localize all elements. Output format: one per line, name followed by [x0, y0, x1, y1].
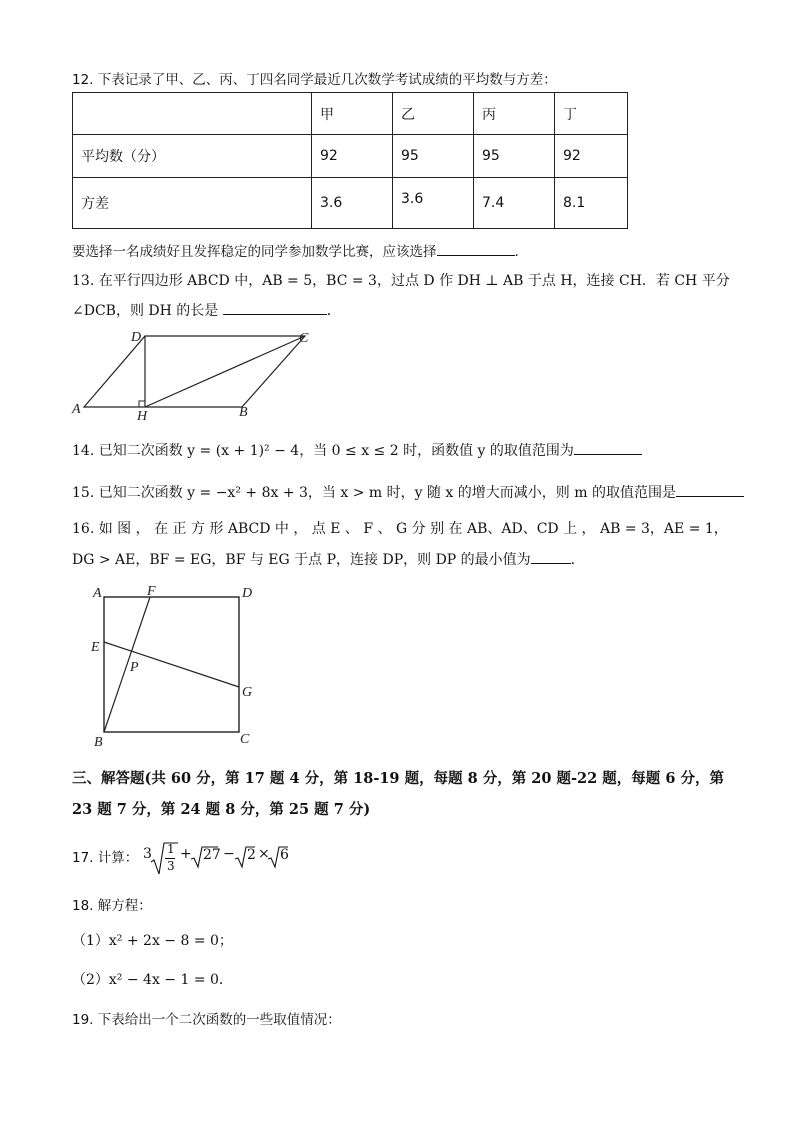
table-header-cell: 丁 — [555, 93, 628, 135]
section-heading: 三、解答题(共 60 分，第 17 题 4 分，第 18-19 题，每题 8 分，第 20 题-22 题，每题 6 分，第 — [72, 770, 724, 787]
q12-stem: 12. 下表记录了甲、乙、丙、丁四名同学最近几次数学考试成绩的平均数与方差： — [72, 72, 557, 88]
answer-blank[interactable] — [437, 241, 515, 256]
answer-blank[interactable] — [574, 440, 642, 455]
q15 — [72, 482, 744, 502]
q18-eq1: （1）x² + 2x − 8 = 0； — [72, 933, 233, 949]
label-d: D — [131, 330, 142, 345]
table-header-cell: 乙 — [393, 93, 474, 135]
scores-table — [72, 92, 628, 229]
label-p: P — [130, 660, 139, 675]
parallelogram-figure — [65, 325, 325, 425]
label-b: B — [239, 405, 248, 420]
q14-text: 14. 已知二次函数 y = (x + 1)² − 4，当 0 ≤ x ≤ 2 时，函数值 y 的取值范围为 — [72, 443, 574, 459]
table-cell: 95 — [393, 135, 474, 178]
q17-r2: 2 — [247, 847, 256, 863]
q17-minus: − — [223, 846, 235, 862]
table-cell-value: 3.6 — [401, 191, 424, 207]
label-e: E — [91, 640, 100, 655]
table-row — [73, 178, 628, 229]
q12-tail-end: . — [514, 244, 519, 260]
q16-line2-text: DG > AE，BF = EG，BF 与 EG 于点 P，连接 DP，则 DP 的最小值为 — [72, 552, 531, 568]
table-cell — [393, 178, 474, 229]
q14 — [72, 440, 642, 460]
table-cell: 92 — [555, 135, 628, 178]
square-figure — [85, 580, 265, 755]
q17-r6: 6 — [280, 847, 289, 863]
q15-text: 15. 已知二次函数 y = −x² + 8x + 3，当 x > m 时，y 随 x 的增大而减小，则 m 的取值范围是 — [72, 485, 676, 501]
q17-frac-num: 1 — [167, 842, 175, 856]
label-c: C — [299, 331, 309, 346]
q13-line2 — [72, 300, 341, 320]
segment-bf — [104, 597, 150, 732]
table-cell: 3.6 — [312, 178, 393, 229]
q12-tail — [72, 240, 519, 260]
label-a: A — [93, 586, 102, 601]
q18-title: 18. 解方程： — [72, 898, 152, 914]
label-h: H — [137, 409, 148, 424]
table-cell: 8.1 — [555, 178, 628, 229]
q13-line2-end: ． — [326, 303, 341, 319]
section-heading-cont: 23 题 7 分，第 24 题 8 分，第 25 题 7 分) — [72, 801, 371, 818]
table-cell: 平均数（分） — [73, 135, 312, 178]
table-header-cell — [73, 93, 312, 135]
label-c: C — [240, 732, 250, 747]
segment-eg — [104, 642, 239, 687]
table-cell: 92 — [312, 135, 393, 178]
table-cell: 95 — [474, 135, 555, 178]
q16-line1: 16. 如 图 ， 在 正 方 形 ABCD 中 ， 点 E 、 F 、 G 分 别 在 AB、AD、CD 上 ， AB = 3，AE = 1， — [72, 521, 728, 537]
label-f: F — [147, 584, 156, 599]
parallelogram-abcd — [84, 336, 305, 407]
label-d: D — [242, 586, 253, 601]
q13-line1: 13. 在平行四边形 ABCD 中，AB = 5，BC = 3，过点 D 作 DH ⊥ AB 于点 H，连接 CH．若 CH 平分 — [72, 273, 730, 289]
table-row — [73, 135, 628, 178]
right-angle-mark — [139, 401, 145, 407]
q17-times: × — [258, 846, 270, 862]
table-cell: 7.4 — [474, 178, 555, 229]
answer-blank[interactable] — [676, 482, 744, 497]
q17-coef: 3 — [143, 846, 152, 862]
answer-blank[interactable] — [223, 300, 327, 315]
q19-text: 19. 下表给出一个二次函数的一些取值情况： — [72, 1012, 341, 1028]
segment-ch — [145, 336, 305, 407]
table-row — [73, 93, 628, 135]
q17-r27: 27 — [203, 847, 221, 863]
q16-line2-end: . — [570, 552, 576, 568]
label-a: A — [72, 402, 81, 417]
q13-line2-text: ∠DCB，则 DH 的长是 — [72, 303, 219, 319]
q17-plus: + — [180, 846, 192, 862]
label-g: G — [242, 685, 253, 700]
q17-prefix: 17. 计算： — [72, 850, 139, 866]
q18-eq2: （2）x² − 4x − 1 = 0． — [72, 972, 233, 988]
table-header-cell: 甲 — [312, 93, 393, 135]
answer-blank[interactable] — [531, 549, 571, 564]
q17-frac-den: 3 — [167, 859, 175, 873]
table-header-cell: 丙 — [474, 93, 555, 135]
label-b: B — [94, 735, 103, 750]
table-cell: 方差 — [73, 178, 312, 229]
q16-line2 — [72, 549, 575, 569]
q12-tail-text: 要选择一名成绩好且发挥稳定的同学参加数学比赛，应该选择 — [72, 244, 437, 260]
